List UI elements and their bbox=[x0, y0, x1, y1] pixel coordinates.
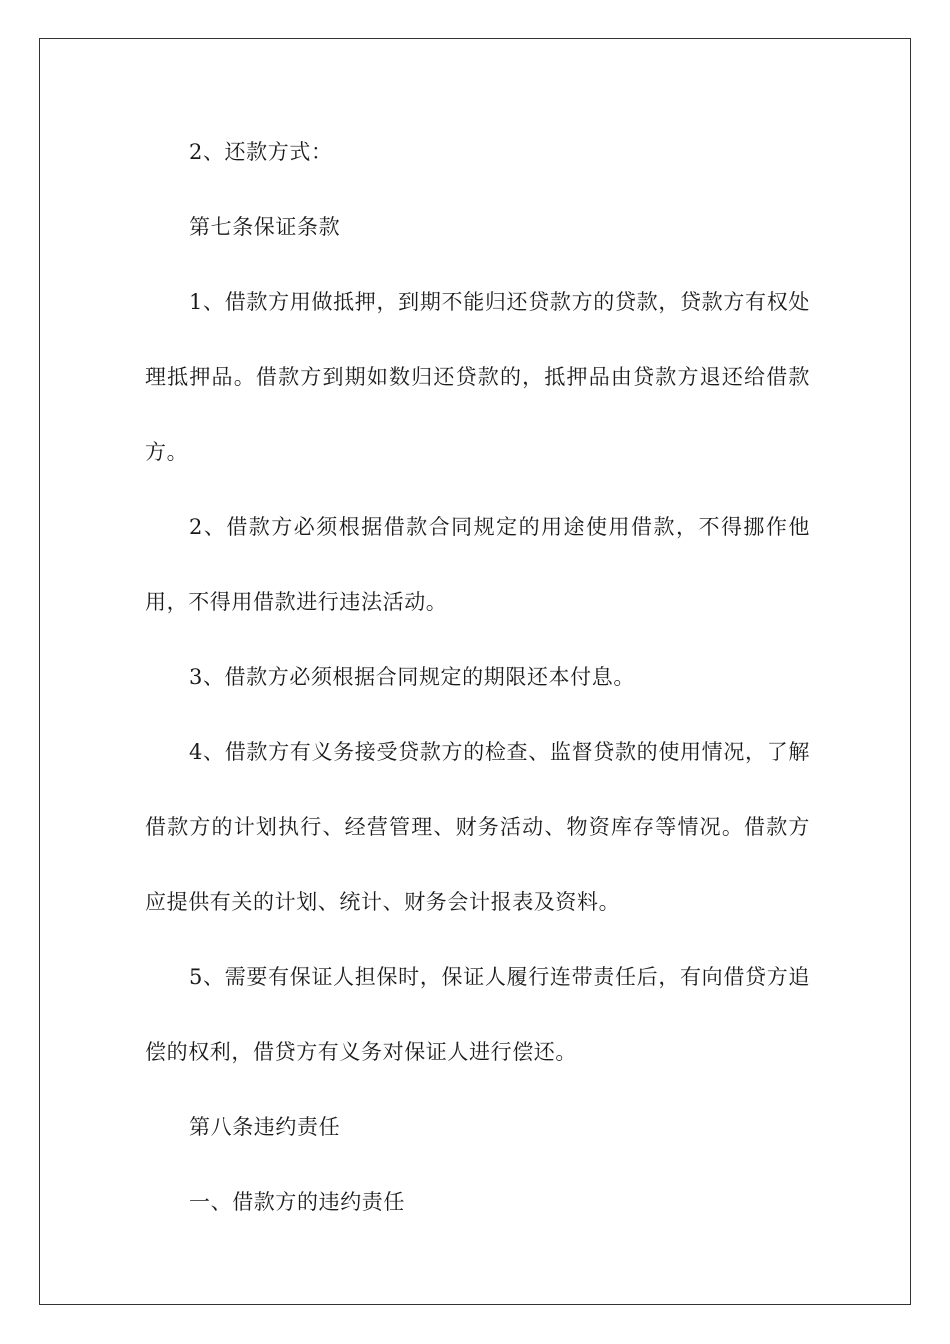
guarantee-clause-2: 2、借款方必须根据借款合同规定的用途使用借款，不得挪作他用，不得用借款进行违法活动。 bbox=[145, 515, 810, 614]
guarantee-clause-5: 5、需要有保证人担保时，保证人履行连带责任后，有向借贷方追偿的权利，借贷方有义务对保证人进行偿还。 bbox=[145, 965, 810, 1064]
article-8-heading: 第八条违约责任 bbox=[189, 1115, 341, 1139]
repayment-method-item: 2、还款方式： bbox=[189, 140, 333, 164]
guarantee-clause-3: 3、借款方必须根据合同规定的期限还本付息。 bbox=[189, 665, 635, 689]
article-7-heading: 第七条保证条款 bbox=[189, 215, 341, 239]
guarantee-clause-4: 4、借款方有义务接受贷款方的检查、监督贷款的使用情况，了解借款方的计划执行、经营管理、财务活动、物资库存等情况。借款方应提供有关的计划、统计、财务会计报表及资料。 bbox=[145, 740, 810, 914]
guarantee-clause-1: 1、借款方用做抵押，到期不能归还贷款方的贷款，贷款方有权处理抵押品。借款方到期如数归还贷款的，抵押品由贷款方退还给借款方。 bbox=[145, 290, 810, 464]
borrower-liability-heading: 一、借款方的违约责任 bbox=[189, 1190, 405, 1214]
